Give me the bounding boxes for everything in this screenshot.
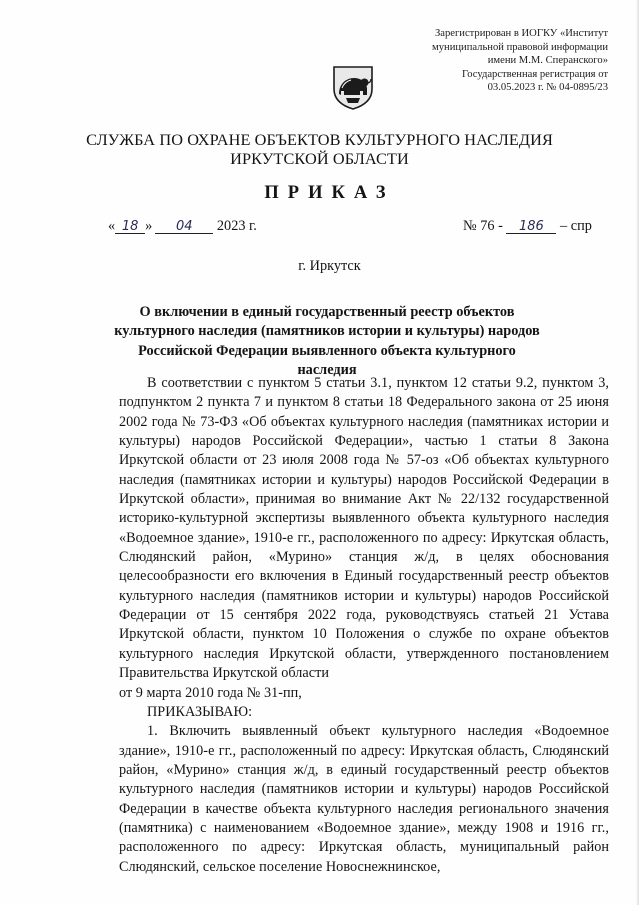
order-word: ПРИКАЗЫВАЮ: bbox=[147, 703, 253, 720]
preamble-paragraph: В соответствии с пунктом 5 статьи 3.1, пунктом 12 статьи 9.2, пунктом 3, подпунктом 2 пункта 7 и пунктом 8 статьи 18 Федерального закона от 25 июня 2002 года № 73-ФЗ «Об объектах культурного наследия (памятниках истории и культуры) народов Российской Федерации», частью 1 статьи 8 Закона Иркутской области от 23 июля 2008 года № 57-оз «Об объектах культурного наследия (памятниках истории и культуры) народов Российской Федерации в Иркутской области», принимая во внимание Акт № 22/132 государственной историко-культурной экспертизы выявленного объекта культурного наследия «Водоемное здание», 1910-е гг., расположенного по адресу: Иркутская область, Слюдянский район, «Мурино» станция ж/д, в целях обоснования целесообразности его включения в Единый государственный реестр объектов культурного наследия (памятников истории и культуры) народов Российской Федерации от 15 сентября 2022 года, руководствуясь статьей 21 Устава Иркутской области, пунктом 10 Положения о службе по охране объектов культурного наследия Иркутской области, утвержденного постановлением Правительства Иркутской области bbox=[119, 375, 609, 682]
item-1-paragraph: 1. Включить выявленный объект культурного наследия «Водоемное здание», 1910-е гг., расположенный по адресу: Иркутская область, Слюдянский район, «Мурино» станция ж/д, в единый государственный реестр объектов культурного наследия (памятников истории и культуры) народов Российской Федерации в качестве объекта культурного наследия регионального значения (памятника) с наименованием «Водоемное здание», между 1908 и 1916 гг., расположенного по адресу: Иркутская область, муниципальный район Слюдянский, сельское поселение Новоснежнинское, bbox=[119, 723, 609, 875]
order-date bbox=[108, 218, 257, 235]
date-close-quote: » bbox=[145, 218, 153, 234]
registration-line: муниципальной правовой информации bbox=[432, 41, 608, 53]
document-title: О включении в единый государственный реестр объектов культурного наследия (памятников истории и культуры) народов Российской Федерации выявленного объекта культурного наследия bbox=[114, 304, 540, 378]
document-type: ПРИКАЗ bbox=[264, 183, 395, 203]
registration-stamp bbox=[378, 27, 608, 95]
date-year: 2023 г. bbox=[216, 218, 257, 234]
organization-line: ИРКУТСКОЙ ОБЛАСТИ bbox=[230, 149, 409, 168]
city: г. Иркутск bbox=[298, 258, 361, 274]
date-open-quote: « bbox=[108, 218, 116, 234]
preamble-end: от 9 марта 2010 года № 31-пп, bbox=[119, 684, 302, 701]
registration-line: Зарегистрирован в ИОГКУ «Институт bbox=[434, 28, 608, 39]
irkutsk-coat-of-arms-icon bbox=[330, 64, 376, 110]
order-number bbox=[463, 218, 592, 235]
organization-line: СЛУЖБА ПО ОХРАНЕ ОБЪЕКТОВ КУЛЬТУРНОГО НАСЛЕДИЯ bbox=[86, 130, 553, 149]
date-day: 18 bbox=[115, 220, 145, 234]
document-body bbox=[119, 374, 609, 877]
number-suffix: – спр bbox=[560, 218, 592, 234]
date-month: 04 bbox=[155, 220, 213, 234]
number-prefix: № 76 - bbox=[463, 218, 503, 234]
organization-name bbox=[0, 130, 639, 168]
registration-line: имени М.М. Сперанского» bbox=[487, 55, 608, 67]
registration-line: Государственная регистрация от bbox=[462, 68, 608, 80]
number-value: 186 bbox=[506, 220, 556, 234]
registration-line: 03.05.2023 г. № 04-0895/23 bbox=[487, 82, 608, 94]
